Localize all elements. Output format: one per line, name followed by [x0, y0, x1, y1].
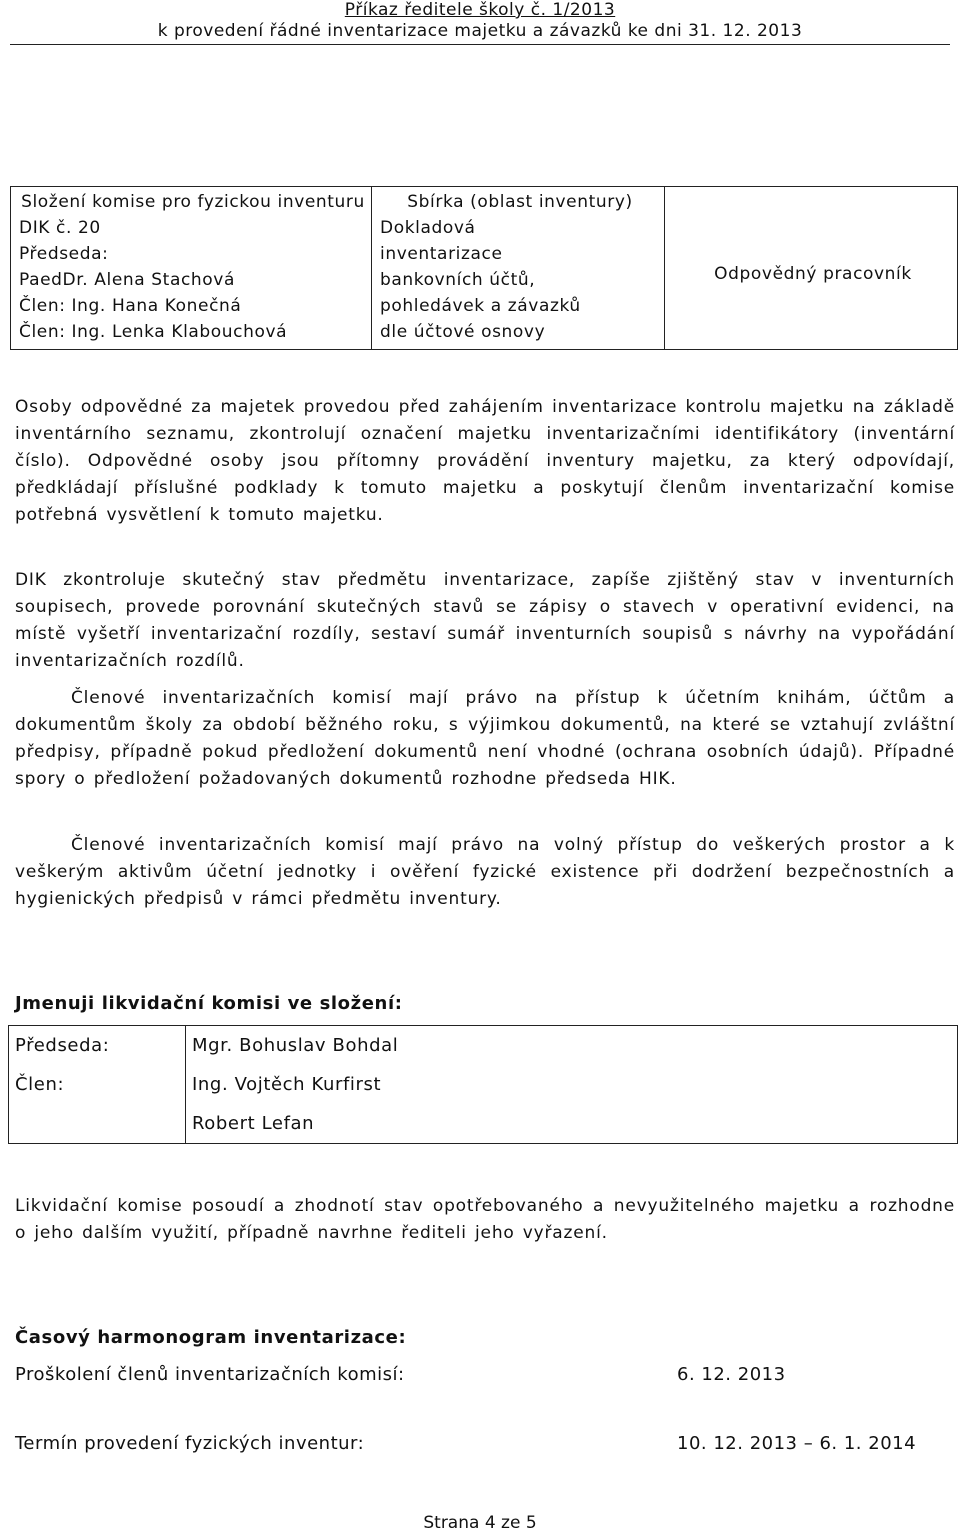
member-label: Člen: — [15, 1074, 65, 1095]
responsible-worker-cell — [665, 187, 958, 350]
paragraph-dik-check: DIK zkontroluje skutečný stav předmětu inventarizace, zapíše zjištěný stav v inventurních soupisech, provede porovnání skutečných stavů se zápisy o stavech v operativní evidenci, na místě vyšetří inventarizační rozdíly, sestaví sumář inventurních soupisů s návrhy na vypořádání inventarizačních rozdílů. — [15, 570, 955, 671]
commission-table — [10, 186, 958, 350]
paragraph-access-rights: Členové inventarizačních komisí mají právo na přístup k účetním knihám, účtům a dokumentům školy za období běžného roku, s výjimkou dokumentů, na které se vztahují zvláštní předpisy, případně pokud předložení dokumentů není vhodné (ochrana osobních údajů). Případné spory o předložení požadovaných dokumentů rozhodne předseda HIK. — [15, 688, 955, 789]
collection-area-cell — [372, 187, 665, 350]
empty-label — [9, 1104, 186, 1144]
col1-line: Člen: Ing. Hana Konečná — [19, 296, 242, 316]
col1-line: PaedDr. Alena Stachová — [19, 270, 235, 290]
schedule-heading: Časový harmonogram inventarizace: — [15, 1327, 407, 1348]
paragraph-responsible-persons: Osoby odpovědné za majetek provedou před zahájením inventarizace kontrolu majetku na základě inventárního seznamu, zkontrolují označení majetku inventarizačními identifikátory (inventární číslo). Odpovědné osoby jsou přítomny provádění inventury majetku, za který odpovídají, předkládají příslušné podklady k tomuto majetku a poskytují členům inventarizační komise potřebná vysvětlení k tomuto majetku. — [15, 397, 955, 525]
col2-line: Dokladová — [380, 218, 476, 238]
document-header-title: Příkaz ředitele školy č. 1/2013 — [344, 0, 616, 20]
col2-header: Sbírka (oblast inventury) — [407, 192, 633, 212]
liquidation-table — [8, 1025, 958, 1144]
liquidation-heading: Jmenuji likvidační komisi ve složení: — [15, 993, 403, 1014]
col1-line: Člen: Ing. Lenka Klabouchová — [19, 322, 288, 342]
paragraph-free-access: Členové inventarizačních komisí mají právo na volný přístup do veškerých prostor a k veškerým aktivům účetní jednotky i ověření fyzické existence při dodržení bezpečnostních a hygienických předpisů v rámci předmětu inventury. — [15, 835, 955, 909]
col1-header: Složení komise pro fyzickou inventuru — [21, 192, 365, 212]
page-number: Strana 4 ze 5 — [423, 1513, 537, 1533]
col1-line: Předseda: — [19, 244, 109, 264]
col1-line: DIK č. 20 — [19, 218, 101, 238]
schedule-row-term — [15, 1433, 917, 1454]
commission-members-cell — [11, 187, 372, 350]
member-name: Ing. Vojtěch Kurfirst — [186, 1065, 958, 1104]
member-name: Robert Lefan — [186, 1104, 958, 1144]
training-label: Proškolení členů inventarizačních komisí: — [15, 1364, 405, 1385]
col2-line: inventarizace — [380, 244, 503, 264]
col3-header: Odpovědný pracovník — [714, 264, 912, 284]
schedule-row-training — [15, 1364, 786, 1385]
paragraph-liquidation: Likvidační komise posoudí a zhodnotí stav opotřebovaného a nevyužitelného majetku a rozhodne o jeho dalším využití, případně navrhne řediteli jeho vyřazení. — [15, 1196, 955, 1243]
term-date: 10. 12. 2013 – 6. 1. 2014 — [677, 1433, 917, 1454]
col2-line: pohledávek a závazků — [380, 296, 581, 316]
col2-line: dle účtové osnovy — [380, 322, 546, 342]
header-rule — [10, 44, 950, 45]
chair-name: Mgr. Bohuslav Bohdal — [186, 1026, 958, 1066]
document-header-subtitle: k provedení řádné inventarizace majetku a závazků ke dni 31. 12. 2013 — [157, 21, 803, 41]
training-date: 6. 12. 2013 — [677, 1364, 786, 1385]
col2-line: bankovních účtů, — [380, 270, 536, 290]
chair-label: Předseda: — [15, 1035, 110, 1056]
term-label: Termín provedení fyzických inventur: — [15, 1433, 365, 1454]
